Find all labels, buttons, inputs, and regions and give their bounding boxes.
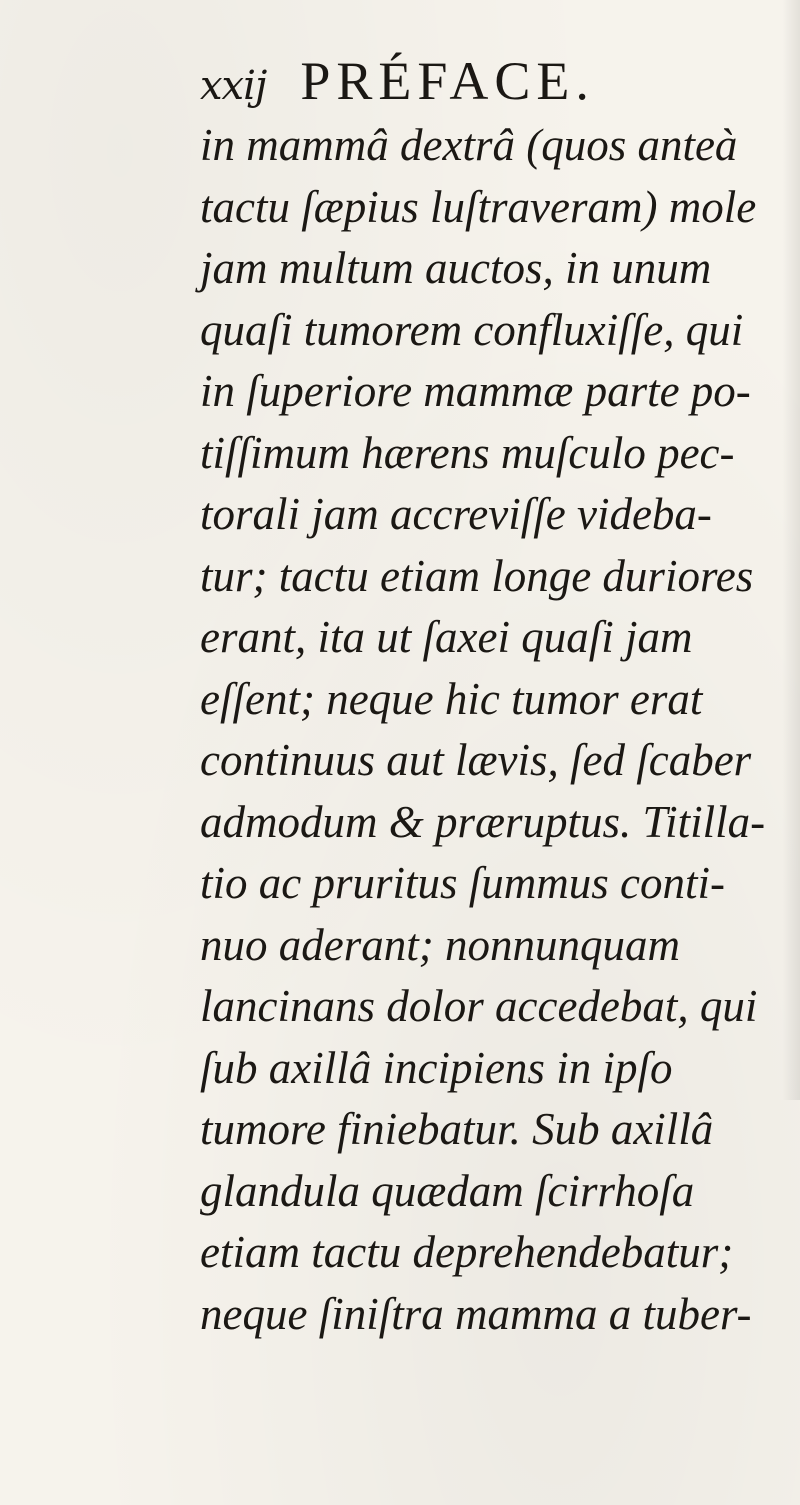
text-line-16: ſub axillâ incipiens in ipſo — [200, 1042, 673, 1093]
text-line-6: tiſſimum hærens muſculo pec- — [200, 427, 735, 478]
text-line-7: torali jam accreviſſe videba- — [200, 489, 712, 539]
body-text — [200, 115, 790, 1345]
page-number: xxij — [200, 63, 267, 109]
text-line-11: continuus aut lævis, ſed ſcaber — [200, 735, 752, 785]
text-line-10: eſſent; neque hic tumor erat — [200, 673, 703, 724]
text-line-13: tio ac pruritus ſummus conti- — [200, 858, 725, 908]
text-line-14: nuo aderant; nonnunquam — [200, 919, 680, 970]
text-line-20: neque ſiniſtra mamma a tuber- — [200, 1288, 752, 1339]
text-line-4: quaſi tumorem confluxiſſe, qui — [200, 304, 744, 355]
text-line-18: glandula quædam ſcirrhoſa — [200, 1165, 695, 1216]
text-line-19: etiam tactu deprehendebatur; — [200, 1227, 734, 1277]
text-line-1: in mammâ dextrâ (quos anteà — [200, 120, 738, 170]
text-line-3: jam multum auctos, in unum — [200, 243, 712, 293]
text-line-5: in ſuperiore mammæ parte po- — [200, 366, 751, 416]
text-line-12: admodum & præruptus. Titilla- — [200, 796, 766, 847]
text-line-2: tactu ſæpius luſtraveram) mole — [200, 181, 757, 232]
text-line-15: lancinans dolor accedebat, qui — [200, 981, 758, 1031]
text-line-17: tumore finiebatur. Sub axillâ — [200, 1104, 714, 1154]
page-title: PRÉFACE. — [300, 51, 595, 111]
text-line-8: tur; tactu etiam longe duriores — [200, 550, 754, 601]
running-head — [200, 50, 595, 110]
text-line-9: erant, ita ut ſaxei quaſi jam — [200, 612, 693, 662]
